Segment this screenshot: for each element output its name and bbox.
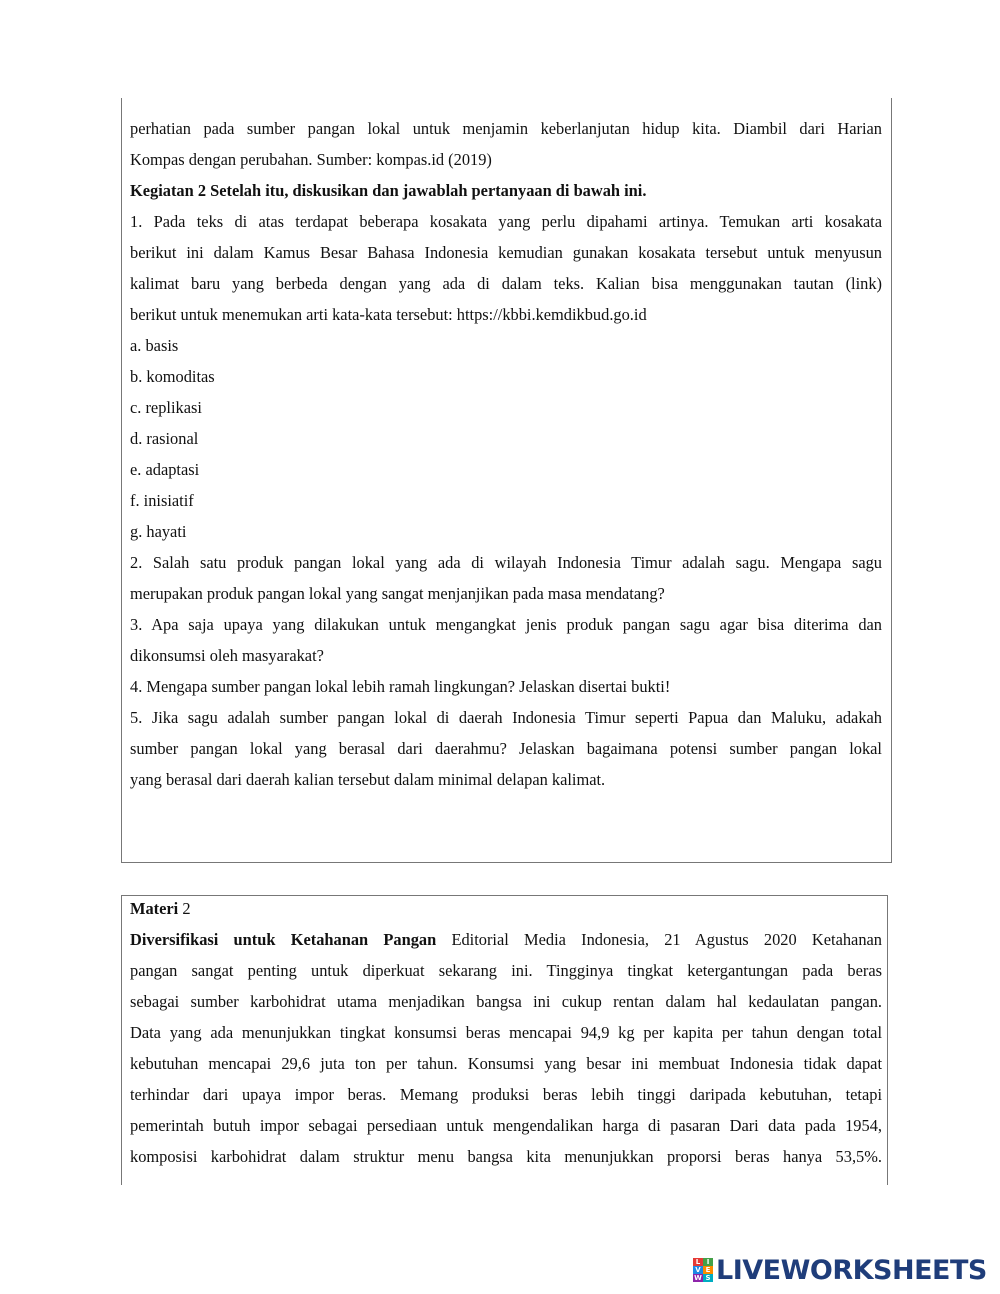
- logo-mark-icon: [693, 1258, 713, 1282]
- question-4: 4. Mengapa sumber pangan lokal lebih ramah lingkungan? Jelaskan disertai bukti!: [130, 677, 671, 696]
- vocab-item: g. hayati: [130, 522, 187, 541]
- materi-number: 2: [178, 899, 191, 918]
- vocab-item: f. inisiatif: [130, 491, 194, 510]
- text-line: perhatian pada sumber pangan lokal untuk menjamin keberlanjutan hidup kita. Diambil dari Harian: [130, 119, 882, 138]
- activity-heading-text: Kegiatan 2 Setelah itu, diskusikan dan jawablah pertanyaan di bawah ini.: [130, 181, 647, 200]
- vocab-item: c. replikasi: [130, 398, 202, 417]
- article-line: sebagai sumber karbohidrat utama menjadikan bangsa ini cukup rentan dalam hal kedaulatan pangan.: [130, 992, 882, 1011]
- article-line: pemerintah butuh impor sebagai persediaan untuk mengendalikan harga di pasaran Dari data pada 1954,: [130, 1116, 882, 1135]
- article-line: komposisi karbohidrat dalam struktur menu bangsa kita menunjukkan proporsi beras hanya 53,5%.: [130, 1147, 882, 1166]
- question-1-line: 1. Pada teks di atas terdapat beberapa kosakata yang perlu dipahami artinya. Temukan arti kosakata: [130, 212, 882, 231]
- question-2-line: 2. Salah satu produk pangan lokal yang ada di wilayah Indonesia Timur adalah sagu. Mengapa sagu: [130, 553, 882, 572]
- article-line: kebutuhan mencapai 29,6 juta ton per tahun. Konsumsi yang besar ini membuat Indonesia tidak dapat: [130, 1054, 882, 1073]
- vocab-item: b. komoditas: [130, 367, 215, 386]
- materi-label: Materi: [130, 899, 179, 918]
- article-line: Data yang ada menunjukkan tingkat konsumsi beras mencapai 94,9 kg per kapita per tahun dengan total: [130, 1023, 882, 1042]
- logo-mark-letter: I: [703, 1258, 713, 1266]
- vocab-item: a. basis: [130, 336, 179, 355]
- article-line: pangan sangat penting untuk diperkuat sekarang ini. Tingginya tingkat ketergantungan pada beras: [130, 961, 882, 980]
- activity-heading: [130, 175, 882, 206]
- question-3-line: dikonsumsi oleh masyarakat?: [130, 646, 324, 665]
- logo-mark-letter: S: [703, 1274, 713, 1282]
- logo-mark-letter: L: [693, 1258, 703, 1266]
- question-5-line: yang berasal dari daerah kalian tersebut dalam minimal delapan kalimat.: [130, 770, 606, 789]
- logo-mark-letter: W: [694, 1274, 702, 1282]
- vocab-item: e. adaptasi: [130, 460, 200, 479]
- logo-text: LIVEWORKSHEETS: [716, 1254, 987, 1286]
- logo-mark-letter: E: [703, 1266, 713, 1274]
- question-5-line: 5. Jika sagu adalah sumber pangan lokal di daerah Indonesia Timur seperti Papua dan Maluku, adakah: [130, 708, 882, 727]
- question-2-line: merupakan produk pangan lokal yang sangat menjanjikan pada masa mendatang?: [130, 584, 665, 603]
- liveworksheets-logo: [693, 1255, 987, 1285]
- question-1-line: berikut ini dalam Kamus Besar Bahasa Indonesia kemudian gunakan kosakata tersebut untuk menyusun: [130, 243, 882, 262]
- materi-heading: [130, 893, 882, 924]
- article-line: terhindar dari upaya impor beras. Memang produksi beras lebih tinggi daripada kebutuhan, tetapi: [130, 1085, 882, 1104]
- vocab-item: d. rasional: [130, 429, 199, 448]
- question-1-line: kalimat baru yang berbeda dengan yang ada di dalam teks. Kalian bisa menggunakan tautan (link): [130, 274, 882, 293]
- question-1-line: berikut untuk menemukan arti kata-kata tersebut: https://kbbi.kemdikbud.go.id: [130, 305, 647, 324]
- text-line: Kompas dengan perubahan. Sumber: kompas.id (2019): [130, 150, 492, 169]
- question-3-line: 3. Apa saja upaya yang dilakukan untuk mengangkat jenis produk pangan sagu agar bisa diterima dan: [130, 615, 882, 634]
- article-title: Diversifikasi untuk Ketahanan Pangan: [130, 930, 437, 949]
- article-source: Editorial Media Indonesia, 21 Agustus 2020 Ketahanan: [436, 930, 882, 949]
- article-first-line: [130, 924, 882, 955]
- logo-mark-letter: V: [693, 1266, 703, 1274]
- question-5-line: sumber pangan lokal yang berasal dari daerahmu? Jelaskan bagaimana potensi sumber pangan lokal: [130, 739, 882, 758]
